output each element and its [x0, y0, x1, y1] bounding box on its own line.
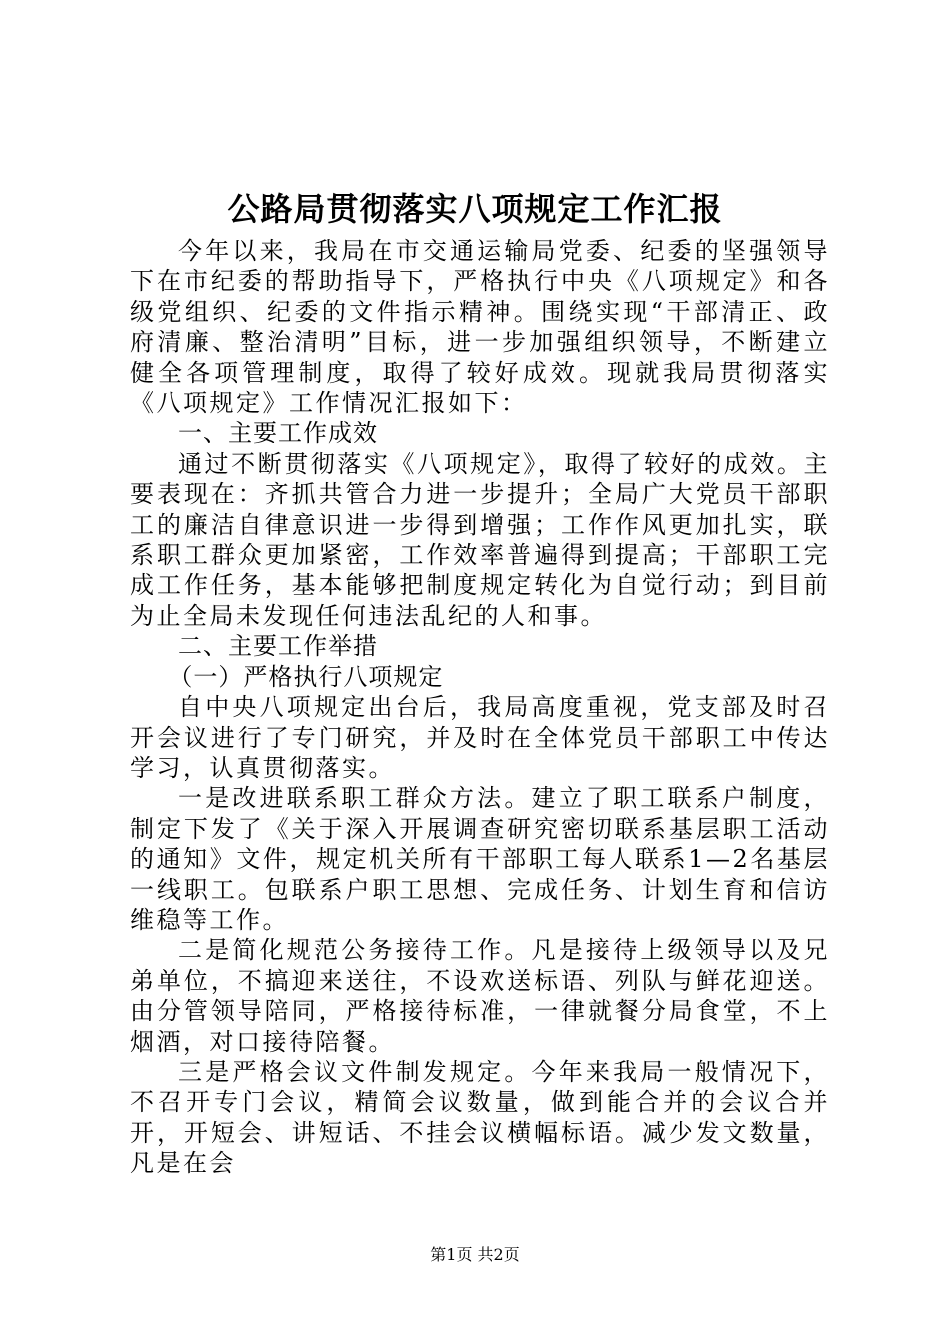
achievements-paragraph: 通过不断贯彻落实《八项规定》，取得了较好的成效。主要表现在：齐抓共管合力进一步提升；全局广大党员干部职工的廉洁自律意识进一步得到增强；工作作风更加扎实，联系职工群众更加紧密，工作效率普遍得到提高；干部职工完成工作任务，基本能够把制度规定转化为自觉行动；到目前为止全局未发现任何违法乱纪的人和事。: [130, 449, 830, 630]
document-title: 公路局贯彻落实八项规定工作汇报: [227, 190, 723, 228]
eight-rules-paragraph: 自中央八项规定出台后，我局高度重视，党支部及时召开会议进行了专门研究，并及时在全体党员干部职工中传达学习，认真贯彻落实。: [130, 693, 830, 782]
intro-paragraph: 今年以来，我局在市交通运输局党委、纪委的坚强领导下在市纪委的帮助指导下，严格执行中央《八项规定》和各级党组织、纪委的文件指示精神。围绕实现“干部清正、政府清廉、整治清明”目标，进一步加强组织领导，不断建立健全各项管理制度，取得了较好成效。现就我局贯彻落实《八项规定》工作情况汇报如下：: [130, 237, 830, 418]
point-three-paragraph: 三是严格会议文件制发规定。今年来我局一般情况下，不召开专门会议，精简会议数量，做到能合并的会议合并开，开短会、讲短话、不挂会议横幅标语。减少发文数量，凡是在会: [130, 1057, 830, 1178]
document-body: [130, 236, 830, 1179]
point-one-paragraph: 一是改进联系职工群众方法。建立了职工联系户制度，制定下发了《关于深入开展调查研究密切联系基层职工活动的通知》文件，规定机关所有干部职工每人联系1—2名基层一线职工。包联系户职工思想、完成任务、计划生育和信访维稳等工作。: [130, 784, 830, 934]
point-two-paragraph: 二是简化规范公务接待工作。凡是接待上级领导以及兄弟单位，不搞迎来送往，不设欢送标语、列队与鲜花迎送。由分管领导陪同，严格接待标准，一律就餐分局食堂，不上烟酒，对口接待陪餐。: [130, 936, 830, 1056]
section-heading-achievements: 一、主要工作成效: [178, 419, 378, 448]
page-footer: 第1页 共2页: [430, 1245, 520, 1264]
subsection-heading-eight-rules: （一）严格执行八项规定: [168, 662, 444, 691]
section-heading-measures: 二、主要工作举措: [178, 632, 378, 661]
